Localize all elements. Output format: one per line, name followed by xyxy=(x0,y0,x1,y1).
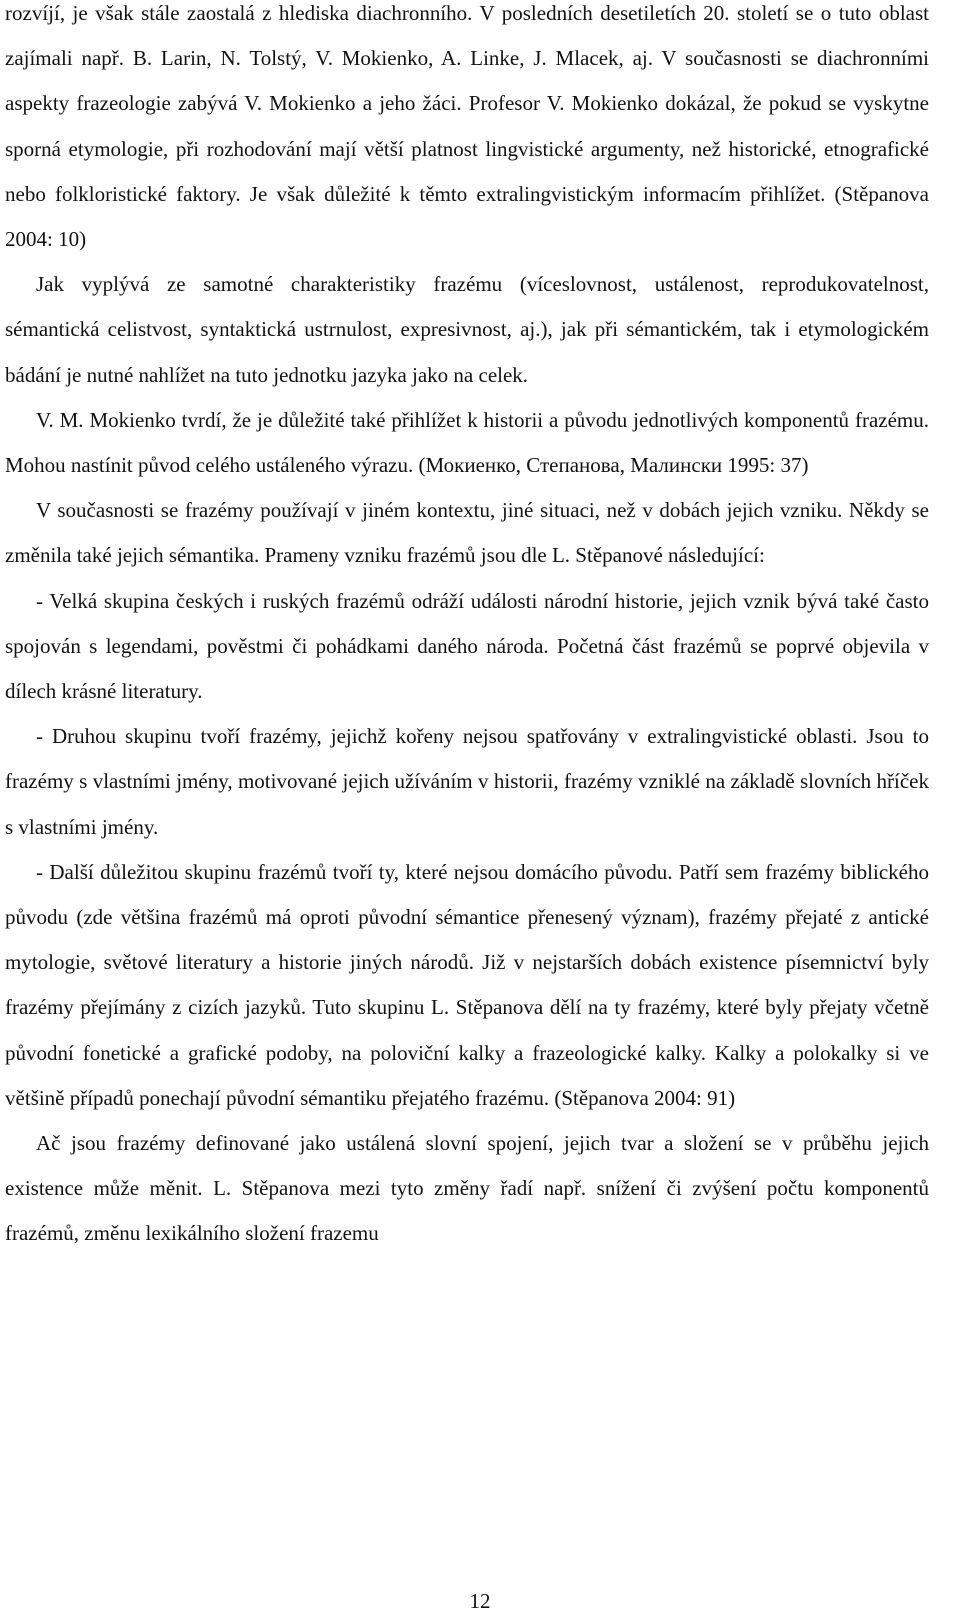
paragraph-mokienko-components: V. M. Mokienko tvrdí, že je důležité také přihlížet k historii a původu jednotlivých komponentů frazému. Mohou nastínit původ celého ustáleného výrazu. (Мокиенко, Степанова, Малински 1995: 37) xyxy=(5,407,929,478)
page-number: 12 xyxy=(469,1589,491,1613)
page-body xyxy=(5,0,929,1257)
paragraph-diachronic-research: rozvíjí, je však stále zaostalá z hlediska diachronního. V posledních desetiletích 20. století se o tuto oblast zajímali např. B. Larin, N. Tolstý, V. Mokienko, A. Linke, J. Mlacek, aj. V současnosti se diachronními aspekty frazeologie zabývá V. Mokienko a jeho žáci. Profesor V. Mokienko dokázal, že pokud se vyskytne sporná etymologie, při rozhodování mají větší platnost lingvistické argumenty, než historické, etnografické nebo folkloristické faktory. Je však důležité k těmto extralingvistickým informacím přihlížet. (Stěpanova 2004: 10) xyxy=(5,1,929,252)
paragraph-sources-intro: V současnosti se frazémy používají v jiném kontextu, jiné situaci, než v dobách jejich vzniku. Někdy se změnila také jejich sémantika. Prameny vzniku frazémů jsou dle L. Stěpanové následující: xyxy=(5,498,929,568)
paragraph-phraseme-changes: Ač jsou frazémy definované jako ustálená slovní spojení, jejich tvar a složení se v průběhu jejich existence může měnit. L. Stěpanova mezi tyto změny řadí např. snížení či zvýšení počtu komponentů frazémů, změnu lexikálního složení frazemu xyxy=(5,1131,929,1246)
paragraph-phraseme-characteristics: Jak vyplývá ze samotné charakteristiky frazému (víceslovnost, ustálenost, reprodukovatelnost, sémantická celistvost, syntaktická ustrnulost, expresivnost, aj.), jak při sémantickém, tak i etymologickém bádání je nutné nahlížet na tuto jednotku jazyka jako na celek. xyxy=(5,272,929,387)
paragraph-group-foreign-origin: - Další důležitou skupinu frazémů tvoří ty, které nejsou domácího původu. Patří sem frazémy biblického původu (zde většina frazémů má oproti původní sémantice přenesený význam), frazémy přejaté z antické mytologie, světové literatury a historie jiných národů. Již v nejstarších dobách existence písemnictví byly frazémy přejímány z cizích jazyků. Tuto skupinu L. Stěpanova dělí na ty frazémy, které byly přejaty včetně původní fonetické a grafické podoby, na poloviční kalky a frazeologické kalky. Kalky a polokalky si ve většině případů ponechají původní sémantiku přejatého frazému. (Stěpanova 2004: 91) xyxy=(5,859,929,1110)
paragraph-group-history: - Velká skupina českých i ruských frazémů odráží události národní historie, jejich vznik bývá také často spojován s legendami, pověstmi či pohádkami daného národa. Početná část frazémů se poprvé objevila v dílech krásné literatury. xyxy=(5,588,929,704)
paragraph-group-proper-names: - Druhou skupinu tvoří frazémy, jejichž kořeny nejsou spatřovány v extralingvistické oblasti. Jsou to frazémy s vlastními jmény, motivované jejich užíváním v historii, frazémy vzniklé na základě slovních hříček s vlastními jmény. xyxy=(5,724,929,839)
